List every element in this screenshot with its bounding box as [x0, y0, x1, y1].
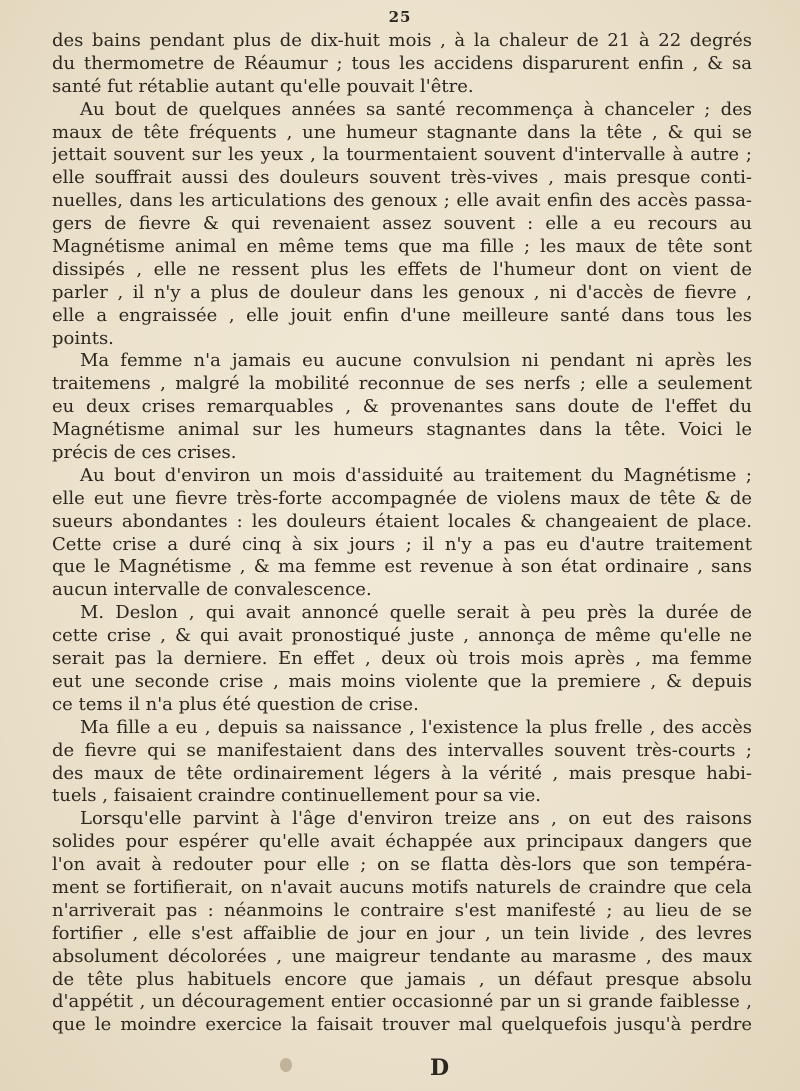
text-line: que le moindre exercice la faisait trouver mal quelquefois jusqu'à perdre — [52, 1014, 752, 1036]
text-line: serait pas la derniere. En effet , deux où trois mois après , ma femme — [52, 648, 752, 670]
body-text — [52, 30, 752, 1037]
text-line: Au bout de quelques années sa santé recommença à chanceler ; des — [80, 98, 752, 120]
text-line: aucun intervalle de convalescence. — [52, 579, 372, 601]
text-line: solides pour espérer qu'elle avait échappée aux principaux dangers que — [52, 831, 752, 853]
text-line: absolument décolorées , une maigreur tendante au marasme , des maux — [52, 945, 752, 967]
text-line: du thermometre de Réaumur ; tous les accidens disparurent enfin , & sa — [52, 52, 752, 74]
text-line: parler , il n'y a plus de douleur dans les genoux , ni d'accès de fievre , — [52, 281, 752, 303]
signature-mark: D — [430, 1055, 450, 1081]
text-line: gers de fievre & qui revenaient assez souvent : elle a eu recours au — [52, 213, 752, 235]
text-line: Magnétisme animal sur les humeurs stagnantes dans la tête. Voici le — [52, 419, 752, 441]
page-number: 25 — [388, 8, 412, 26]
text-line: elle a engraissée , elle jouit enfin d'une meilleure santé dans tous les — [52, 304, 752, 326]
text-line: dissipés , elle ne ressent plus les effets de l'humeur dont on vient de — [52, 258, 752, 280]
text-line: de fievre qui se manifestaient dans des intervalles souvent très-courts ; — [52, 739, 752, 761]
text-line: n'arriverait pas : néanmoins le contraire s'est manifesté ; au lieu de se — [52, 899, 752, 921]
text-line: sueurs abondantes : les douleurs étaient locales & changeaient de place. — [52, 510, 752, 532]
text-line: ment se fortifierait, on n'avait aucuns motifs naturels de craindre que cela — [52, 876, 752, 898]
text-line: M. Deslon , qui avait annoncé quelle serait à peu près la durée de — [80, 602, 752, 624]
text-line: précis de ces crises. — [52, 442, 237, 464]
ink-blot-decoration — [280, 1058, 292, 1072]
text-line: points. — [52, 327, 114, 349]
text-line: Au bout d'environ un mois d'assiduité au traitement du Magnétisme ; — [80, 464, 752, 486]
text-line: que le Magnétisme , & ma femme est revenue à son état ordinaire , sans — [52, 556, 752, 578]
text-line: Cette crise a duré cinq à six jours ; il n'y a pas eu d'autre traitement — [52, 533, 752, 555]
text-line: cette crise , & qui avait pronostiqué juste , annonça de même qu'elle ne — [52, 625, 752, 647]
text-line: d'appétit , un découragement entier occasionné par un si grande faiblesse , — [52, 991, 752, 1013]
text-line: eu deux crises remarquables , & provenantes sans doute de l'effet du — [52, 396, 752, 418]
text-line: traitemens , malgré la mobilité reconnue de ses nerfs ; elle a seulement — [52, 373, 752, 395]
text-line: jettait souvent sur les yeux , la tourmentaient souvent d'intervalle à autre ; — [52, 144, 752, 166]
text-line: ce tems il n'a plus été question de crise. — [52, 693, 419, 715]
text-line: nuelles, dans les articulations des genoux ; elle avait enfin des accès passa- — [52, 190, 752, 212]
text-line: des maux de tête ordinairement légers à la vérité , mais presque habi- — [52, 762, 752, 784]
text-line: de tête plus habituels encore que jamais , un défaut presque absolu — [52, 968, 752, 990]
text-line: des bains pendant plus de dix-huit mois , à la chaleur de 21 à 22 degrés — [52, 30, 752, 51]
text-line: eut une seconde crise , mais moins violente que la premiere , & depuis — [52, 670, 752, 692]
text-line: santé fut rétablie autant qu'elle pouvait l'être. — [52, 75, 474, 97]
text-line: elle souffrait aussi des douleurs souvent très-vives , mais presque conti- — [52, 167, 752, 189]
text-line: tuels , faisaient craindre continuellement pour sa vie. — [52, 785, 542, 807]
text-line: Ma femme n'a jamais eu aucune convulsion ni pendant ni après les — [80, 350, 752, 372]
text-line: l'on avait à redouter pour elle ; on se flatta dès-lors que son tempéra- — [52, 854, 752, 876]
text-line: Ma fille a eu , depuis sa naissance , l'existence la plus frelle , des accès — [80, 716, 752, 738]
text-line: Magnétisme animal en même tems que ma fille ; les maux de tête sont — [52, 236, 752, 258]
text-line: maux de tête fréquents , une humeur stagnante dans la tête , & qui se — [52, 121, 752, 143]
text-line: elle eut une fievre très-forte accompagnée de violens maux de tête & de — [52, 487, 752, 509]
text-line: fortifier , elle s'est affaiblie de jour en jour , un tein livide , des levres — [52, 922, 752, 944]
text-line: Lorsqu'elle parvint à l'âge d'environ treize ans , on eut des raisons — [80, 808, 752, 830]
